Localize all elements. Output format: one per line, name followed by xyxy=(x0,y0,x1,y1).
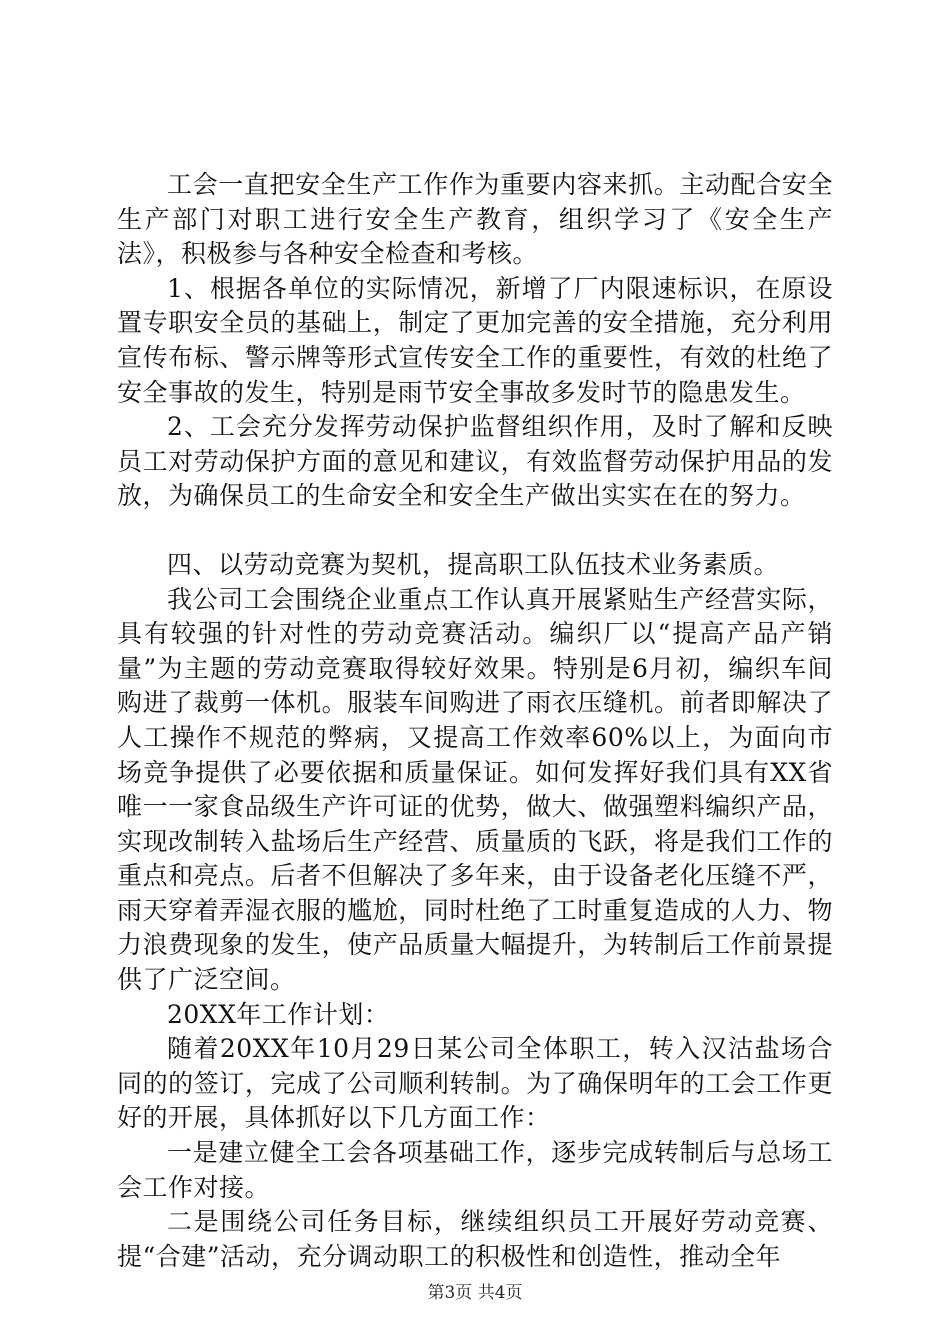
document-body xyxy=(117,168,833,1274)
paragraph-gap xyxy=(117,514,833,548)
section-heading-labor-competition: 四、以劳动竞赛为契机，提高职工队伍技术业务素质。 xyxy=(167,549,780,579)
paragraph-plan-item-1: 一是建立健全工会各项基础工作，逐步完成转制后与总场工会工作对接。 xyxy=(117,1138,833,1202)
paragraph-plan-item-2: 二是围绕公司任务目标，继续组织员工开展好劳动竞赛、提“合建”活动，充分调动职工的积极性和创造性，推动全年 xyxy=(117,1207,833,1271)
paragraph-safety-intro: 工会一直把安全生产工作作为重要内容来抓。主动配合安全生产部门对职工进行安全生产教育，组织学习了《安全生产法》，积极参与各种安全检查和考核。 xyxy=(117,170,833,269)
paragraph-labor-competition: 我公司工会围绕企业重点工作认真开展紧贴生产经营实际，具有较强的针对性的劳动竞赛活动。编织厂以“提高产品产销量”为主题的劳动竞赛取得较好效果。特别是6月初，编织车间购进了裁剪一体机。服装车间购进了雨衣压缝机。前者即解决了人工操作不规范的弊病，又提高工作效率60%以上，为面向市场竞争提供了必要依据和质量保证。如何发挥好我们具有XX省唯一一家食品级生产许可证的优势，做大、做强塑料编织产品，实现改制转入盐场后生产经营、质量质的飞跃，将是我们工作的重点和亮点。后者不但解决了多年来，由于设备老化压缝不严，雨天穿着弄湿衣服的尴尬，同时杜绝了工时重复造成的人力、物力浪费现象的发生，使产品质量大幅提升，为转制后工作前景提供了广泛空间。 xyxy=(117,584,833,995)
paragraph-safety-item-1: 1、根据各单位的实际情况，新增了厂内限速标识，在原设置专职安全员的基础上，制定了更加完善的安全措施，充分利用宣传布标、警示牌等形式宣传安全工作的重要性，有效的杜绝了安全事故的发生，特别是雨节安全事故多发时节的隐患发生。 xyxy=(117,273,833,407)
section-heading-work-plan: 20XX年工作计划： xyxy=(167,999,390,1029)
paragraph-safety-item-2: 2、工会充分发挥劳动保护监督组织作用，及时了解和反映员工对劳动保护方面的意见和建议，有效监督劳动保护用品的发放，为确保员工的生命安全和安全生产做出实实在在的努力。 xyxy=(117,412,833,511)
page-number-footer: 第3页 共4页 xyxy=(427,1283,523,1303)
paragraph-work-plan-intro: 随着20XX年10月29日某公司全体职工，转入汉沽盐场合同的的签订，完成了公司顺利转制。为了确保明年的工会工作更好的开展，具体抓好以下几方面工作： xyxy=(117,1034,833,1133)
